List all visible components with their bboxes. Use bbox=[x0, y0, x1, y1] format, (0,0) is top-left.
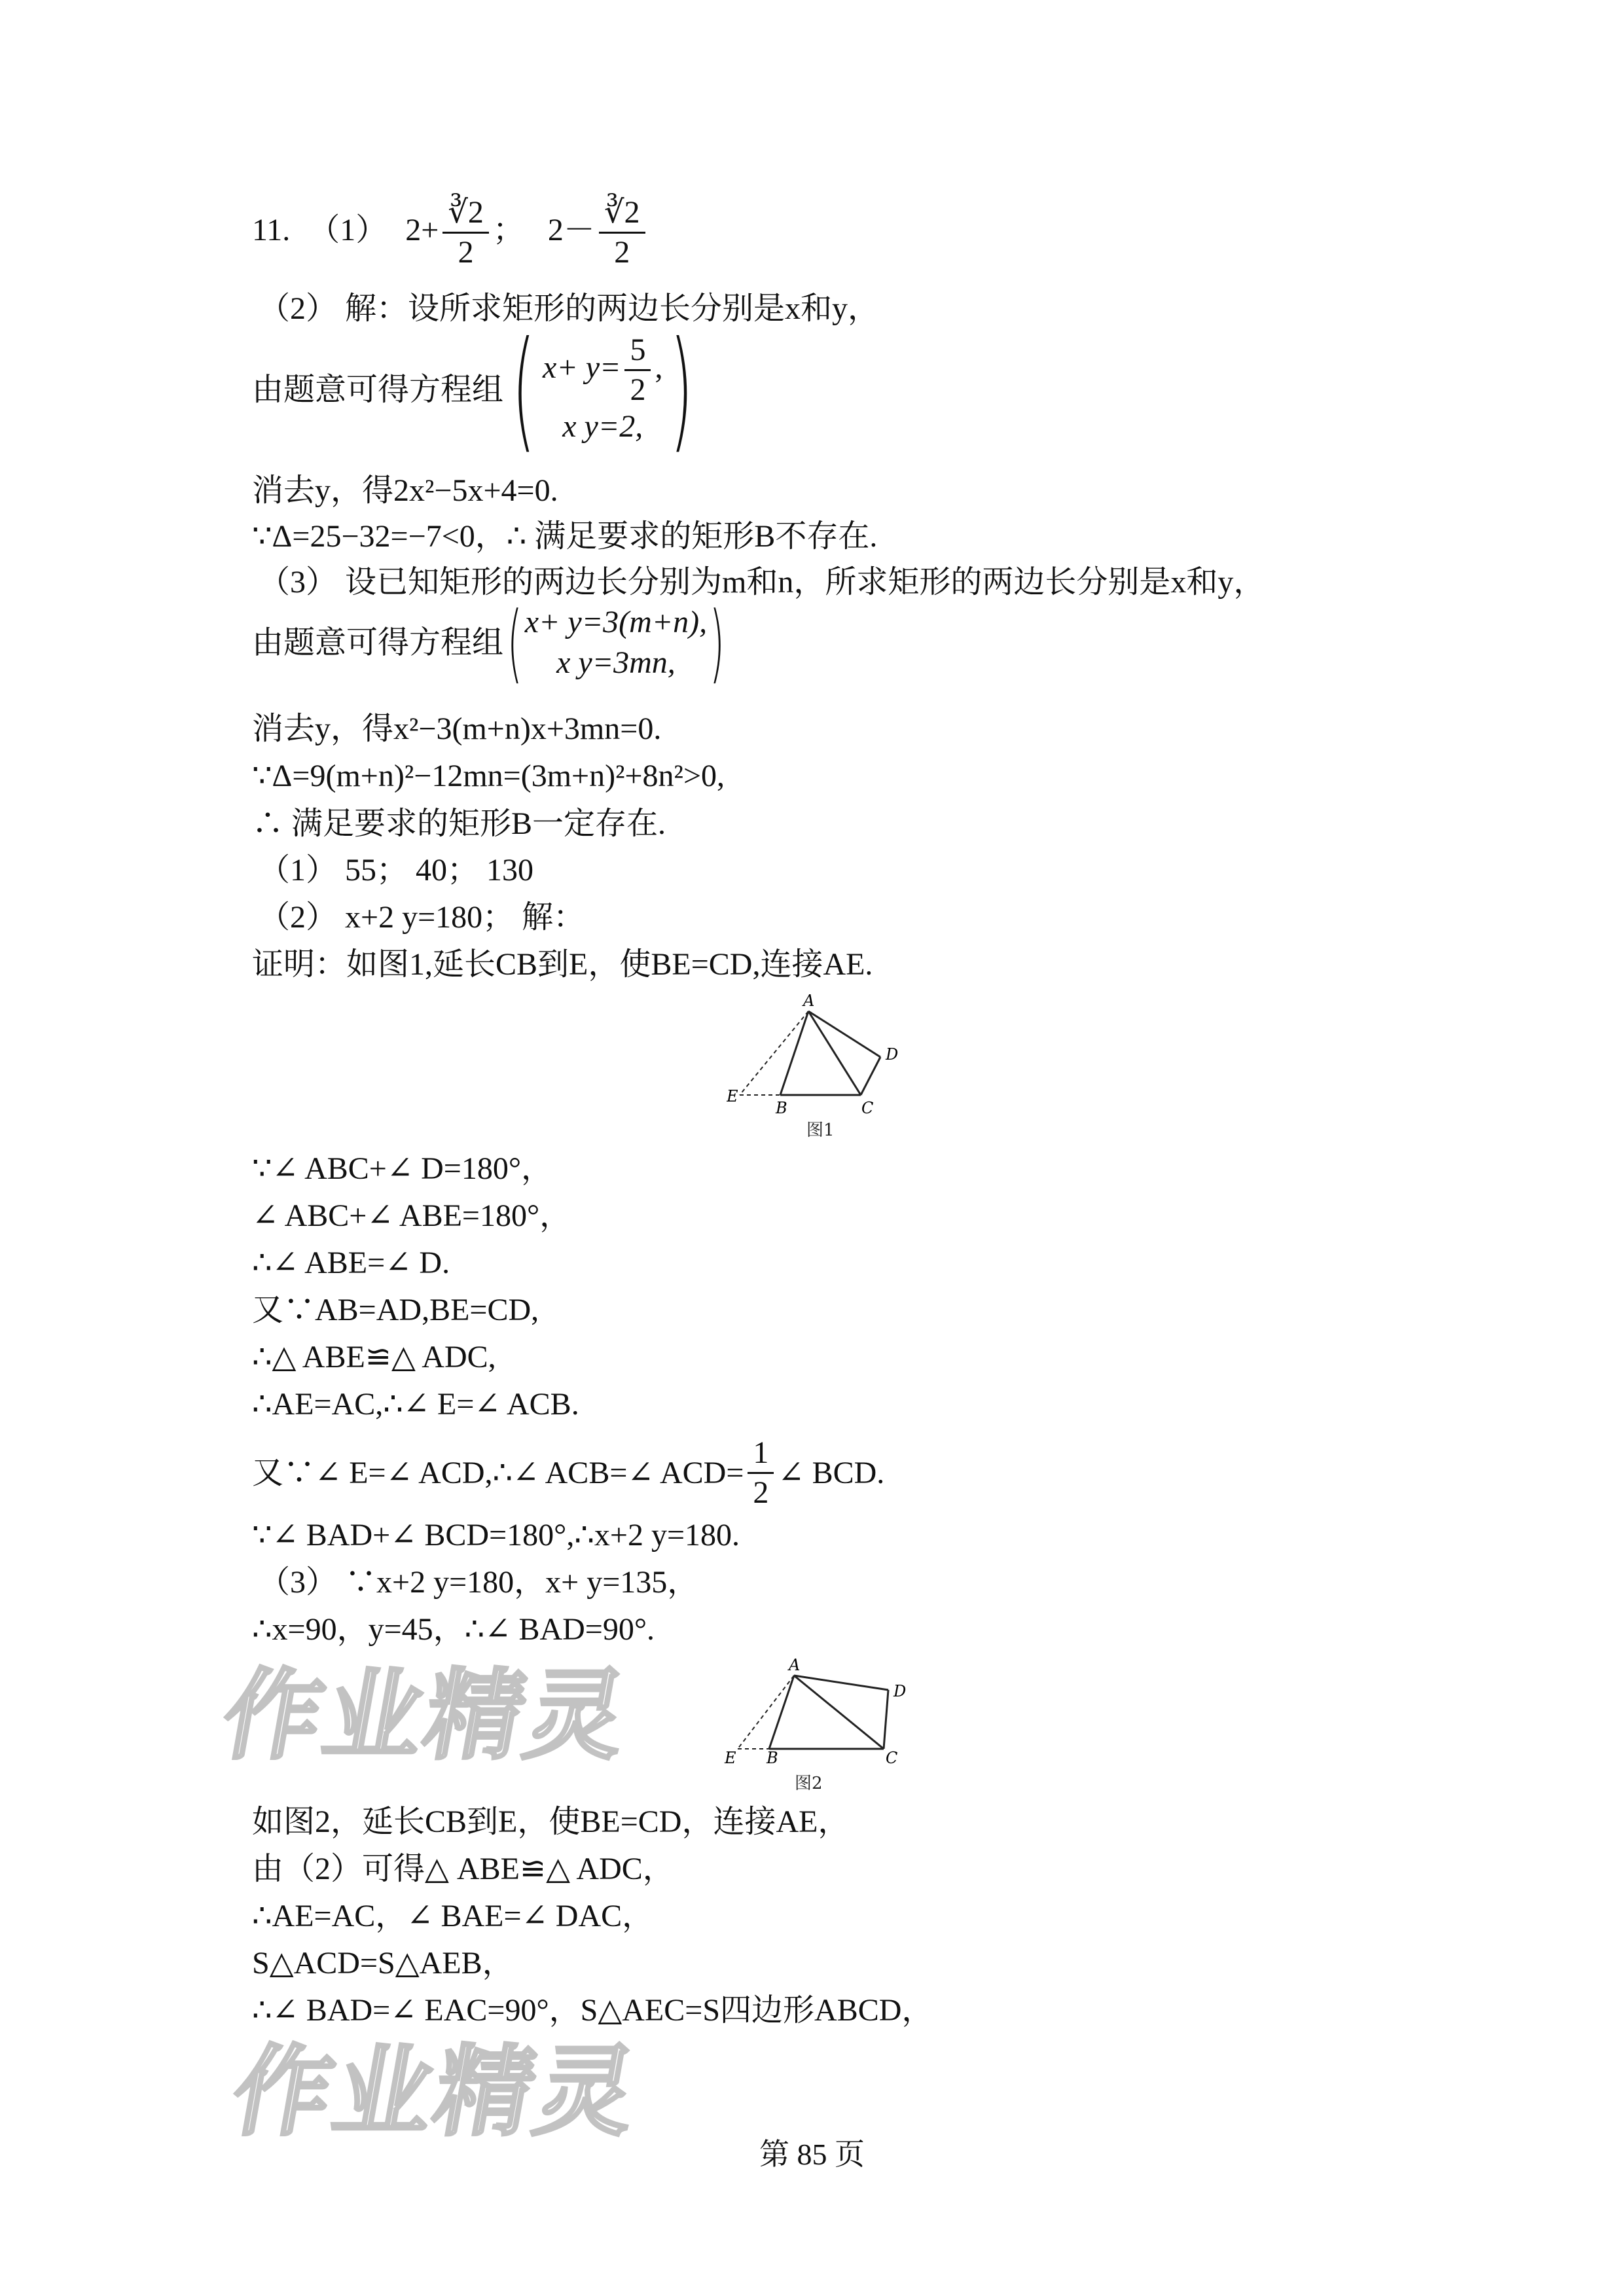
solution-step-4: S△ACD=S△AEB， bbox=[252, 1946, 514, 1981]
solution-step-3: ∴AE=AC，∠ BAE=∠ DAC， bbox=[252, 1899, 654, 1933]
quadrilateral-diagram bbox=[727, 992, 923, 1122]
watermark: 作业精灵 bbox=[214, 1659, 638, 1773]
q11-part1: 11. （1） 2+ $\frac{∛2}{2}$ ； 2－ $\frac{∛2}{2}$ bbox=[252, 196, 649, 270]
vertex-label-a: A bbox=[789, 1656, 801, 1674]
fraction: $\frac{∛2}{2}$ bbox=[442, 196, 489, 270]
q11-part3-conclusion: ∴ 满足要求的矩形B一定存在. bbox=[252, 806, 666, 841]
watermark: 作业精灵 bbox=[224, 2036, 647, 2149]
proof-step-6: ∴AE=AC,∴∠ E=∠ ACB. bbox=[252, 1387, 579, 1422]
figure-2-caption: 图2 bbox=[795, 1774, 823, 1793]
proof-step-4: 又∵AB=AD,BE=CD, bbox=[252, 1293, 539, 1327]
q11-part3-intro: （3） 设已知矩形的两边长分别为m和n，所求矩形的两边长分别是x和y， bbox=[259, 565, 1265, 600]
q11-part3-delta: ∵Δ=9(m+n)²−12mn=(3m+n)²+8n²>0, bbox=[252, 759, 725, 793]
figure-1 bbox=[727, 992, 923, 1122]
proof-step-2: ∠ ABC+∠ ABE=180°， bbox=[252, 1198, 571, 1233]
proof-step-1: ∵∠ ABC+∠ D=180°， bbox=[252, 1151, 553, 1186]
proof-step-8: ∵∠ BAD+∠ BCD=180°,∴x+2 y=180. bbox=[252, 1518, 740, 1552]
q12-part2: （2） x+2 y=180； 解： bbox=[259, 900, 585, 935]
figure-2 bbox=[723, 1656, 920, 1774]
figure-1-caption: 图1 bbox=[806, 1121, 835, 1140]
q12-part3-result: ∴x=90，y=45，∴∠ BAD=90°. bbox=[252, 1612, 655, 1647]
vertex-label-b: B bbox=[776, 1099, 787, 1117]
vertex-label-c: C bbox=[861, 1099, 874, 1117]
vertex-label-c: C bbox=[886, 1749, 898, 1767]
q11-part3-system: 由题意可得方程组 ( x+ y=3(m+n), x y=3mn, ) bbox=[252, 593, 725, 693]
solution-step-2: 由（2）可得△ ABE≌△ ADC， bbox=[252, 1852, 674, 1886]
q12-part3: （3） ∵x+2 y=180，x+ y=135， bbox=[259, 1565, 699, 1600]
equation-system: ( x+ y= $\frac{5}{2}$ , x y=2, ) bbox=[512, 313, 694, 466]
vertex-label-d: D bbox=[886, 1045, 899, 1064]
proof-step-7: 又∵∠ E=∠ ACD,∴∠ ACB=∠ ACD= $\frac{1}{2}$ ∠ BCD. bbox=[252, 1435, 885, 1511]
q11-part2-system: 由题意可得方程组 ( x+ y= $\frac{5}{2}$ , x y=2, ) bbox=[252, 313, 694, 466]
vertex-label-b: B bbox=[767, 1749, 778, 1767]
q11-part3-elim: 消去y，得x²−3(m+n)x+3mn=0. bbox=[252, 711, 662, 746]
q12-proof-intro: 证明：如图1,延长CB到E，使BE=CD,连接AE. bbox=[252, 947, 873, 982]
vertex-label-e: E bbox=[727, 1087, 738, 1105]
solution-step-5: ∴∠ BAD=∠ EAC=90°，S△AEC=S四边形ABCD， bbox=[252, 1993, 933, 2028]
equation-system: ( x+ y=3(m+n), x y=3mn, ) bbox=[507, 593, 725, 693]
proof-step-3: ∴∠ ABE=∠ D. bbox=[252, 1246, 450, 1280]
proof-step-5: ∴△ ABE≌△ ADC, bbox=[252, 1340, 496, 1374]
fraction: $\frac{1}{2}$ bbox=[748, 1437, 774, 1510]
vertex-label-d: D bbox=[893, 1682, 907, 1700]
fraction: $\frac{∛2}{2}$ bbox=[599, 196, 645, 270]
q12-part1: （1） 55； 40； 130 bbox=[259, 853, 534, 888]
page-number: 第 85 页 bbox=[759, 2138, 865, 2171]
solution-step-1: 如图2，延长CB到E，使BE=CD，连接AE， bbox=[252, 1804, 850, 1839]
vertex-label-e: E bbox=[725, 1749, 736, 1767]
vertex-label-a: A bbox=[803, 992, 815, 1010]
q11-part2-delta: ∵Δ=25−32=−7<0，∴ 满足要求的矩形B不存在. bbox=[252, 519, 878, 554]
quadrilateral-diagram bbox=[723, 1656, 920, 1774]
q11-part2-intro: （2） 解：设所求矩形的两边长分别是x和y， bbox=[259, 291, 880, 326]
q11-part2-elim: 消去y，得2x²−5x+4=0. bbox=[252, 473, 558, 508]
